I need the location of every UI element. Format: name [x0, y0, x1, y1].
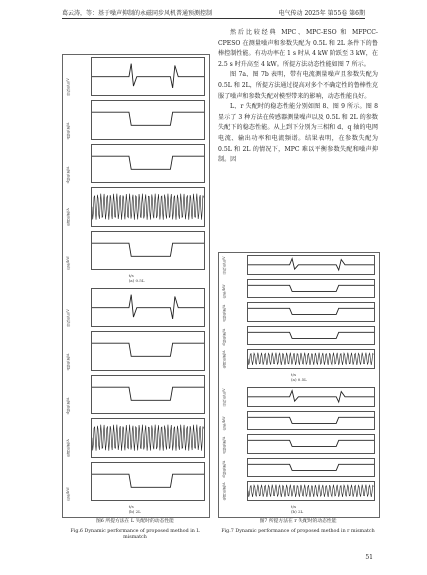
waveform — [248, 327, 374, 345]
panel-y-label: 母线电压/V — [66, 78, 70, 97]
panel-y-label: d轴电流/A — [66, 397, 70, 415]
waveform — [248, 256, 374, 274]
trace-line — [248, 464, 374, 470]
plot-area — [91, 418, 205, 457]
panel-y-label: 功率/kW — [222, 415, 226, 431]
figure-6-caption-cn: 图6 所提方法在 L 失配时的动态性能 — [96, 519, 174, 524]
plot-area — [91, 462, 205, 501]
x-axis-label: t/s (b) 2L — [128, 504, 141, 514]
waveform — [92, 289, 204, 326]
panel-y-label: 母线电压/V — [222, 388, 226, 407]
panel-y-label: 电网电流/A — [222, 482, 226, 501]
trace-line — [248, 391, 374, 402]
plot-area — [247, 326, 375, 346]
waveform — [92, 332, 204, 369]
plot-area — [91, 100, 205, 139]
plot-panel — [63, 373, 209, 416]
waveform — [248, 388, 374, 406]
panel-y-label: q轴电流/A — [66, 353, 70, 371]
plot-panel — [63, 229, 209, 272]
plot-area — [247, 387, 375, 407]
waveform — [92, 145, 204, 182]
figure-7-caption-cn: 图7 所提方法在 r 失配时的动态性能 — [259, 519, 337, 524]
plot-panel — [63, 460, 209, 503]
panel-y-label: q轴电流/A — [66, 122, 70, 140]
trace-line — [92, 156, 204, 169]
plot-panel — [219, 385, 379, 409]
plot-panel — [219, 253, 379, 277]
plot-area — [247, 349, 375, 369]
running-header-right: 电气传动 2025年 第55卷 第6期 — [278, 10, 365, 17]
paragraph: 然后比较经典 MPC、MPC-ESO 和 MFPCC-CPESO 在测量噪声和参数失配为 0.5L 和 2L 条件下的鲁棒控制性能。有功功率在 1 s 时从 4 kW 阶跃至 3 kW，在 2.5 s 时升高至 4 kW。所提方法动态性能如图 7 所示。 — [218, 29, 378, 68]
page-number: 51 — [365, 554, 373, 561]
trace-line — [92, 113, 204, 126]
plot-panel — [63, 142, 209, 185]
plot-panel — [219, 300, 379, 324]
running-header-left: 葛云涛，等：基于噪声抑制的永磁同步风机普通预测控制 — [62, 10, 213, 17]
waveform — [248, 412, 374, 430]
trace-line — [248, 417, 374, 423]
plot-area — [247, 434, 375, 454]
plot-panel — [63, 286, 209, 329]
panel-y-label: 功率/kW — [66, 486, 70, 501]
trace-line — [248, 485, 373, 497]
trace-line — [248, 259, 374, 270]
plot-panel — [219, 479, 379, 503]
waveform — [92, 58, 204, 95]
panel-y-label: d轴电流/A — [222, 328, 226, 346]
plot-panel — [63, 55, 209, 98]
plot-panel — [63, 185, 209, 228]
figure-7 — [218, 252, 380, 518]
plot-panel — [63, 416, 209, 459]
plot-area — [91, 288, 205, 327]
waveform — [248, 303, 374, 321]
panel-y-label: d轴电流/A — [222, 460, 226, 478]
trace-line — [92, 243, 204, 256]
trace-line — [92, 295, 204, 319]
waveform — [248, 482, 374, 500]
body-text — [218, 28, 378, 166]
trace-line — [92, 474, 204, 487]
plot-area — [247, 458, 375, 478]
plot-area — [91, 57, 205, 96]
waveform — [248, 435, 374, 453]
figure-6 — [62, 54, 210, 518]
plot-panel — [219, 277, 379, 301]
x-axis-label: t/s (b) 2L — [291, 504, 304, 514]
waveform — [92, 101, 204, 138]
panel-y-label: d轴电流/A — [66, 166, 70, 184]
panel-y-label: 电网电流/A — [66, 208, 70, 227]
waveform — [92, 463, 204, 500]
waveform — [248, 280, 374, 298]
plot-area — [91, 231, 205, 270]
plot-panel — [219, 409, 379, 433]
plot-area — [247, 255, 375, 275]
trace-line — [248, 285, 374, 291]
trace-line — [248, 308, 374, 314]
figure-7-caption-en: Fig.7 Dynamic performance of proposed method in r mismatch — [221, 529, 375, 534]
panel-y-label: 功率/kW — [66, 255, 70, 270]
panel-y-label: 母线电压/V — [222, 256, 226, 275]
plot-area — [91, 375, 205, 414]
panel-y-label: 功率/kW — [222, 283, 226, 299]
plot-area — [247, 302, 375, 322]
panel-y-label: q轴电流/A — [222, 304, 226, 322]
waveform — [248, 350, 374, 368]
trace-line — [92, 344, 204, 357]
waveform — [248, 459, 374, 477]
trace-line — [248, 440, 374, 446]
paragraph: L、r 失配时的稳态性能分别如图 8、图 9 所示。图 8 显示了 3 种方法在传感器测量噪声以及 0.5L 和 2L 的参数失配下的稳态性能。从上到下分别为三相和 d、q 轴的电网电流、输出功率和电流频谱。结果表明，在参数失配为 0.5L 和 2L 的情况下，MPC 难以平衡参数失配和噪声抑制。因 — [218, 103, 378, 164]
trace-line — [92, 64, 204, 88]
trace-line — [248, 332, 374, 338]
plot-area — [247, 481, 375, 501]
plot-area — [91, 187, 205, 226]
waveform — [92, 232, 204, 269]
x-axis-label: t/s (a) 0.5L — [128, 273, 145, 283]
plot-area — [91, 144, 205, 183]
plot-area — [247, 411, 375, 431]
waveform — [92, 419, 204, 456]
plot-panel — [63, 329, 209, 372]
trace-line — [92, 425, 204, 451]
plot-area — [247, 279, 375, 299]
panel-y-label: q轴电流/A — [222, 436, 226, 454]
waveform — [92, 188, 204, 225]
waveform — [92, 376, 204, 413]
panel-y-label: 电网电流/A — [66, 439, 70, 458]
plot-panel — [219, 347, 379, 371]
header-rule — [62, 18, 365, 19]
panel-y-label: 电网电流/A — [222, 350, 226, 369]
trace-line — [248, 353, 373, 365]
trace-line — [92, 387, 204, 400]
figure-6-caption-en: Fig.6 Dynamic performance of proposed method in L mismatch — [70, 529, 200, 540]
trace-line — [92, 194, 204, 220]
plot-panel — [219, 432, 379, 456]
panel-y-label: 母线电压/V — [66, 309, 70, 328]
plot-area — [91, 331, 205, 370]
plot-panel — [219, 324, 379, 348]
plot-panel — [219, 456, 379, 480]
x-axis-label: t/s (a) 0.5L — [291, 372, 307, 382]
plot-panel — [63, 98, 209, 141]
paragraph: 图 7a、图 7b 表明，带有电流测量噪声且参数失配为 0.5L 和 2L，所提方法通过提高对多个不确定性的鲁棒性克服了噪声和参数失配对模型带来的影响，动态性能良好。 — [218, 71, 378, 100]
